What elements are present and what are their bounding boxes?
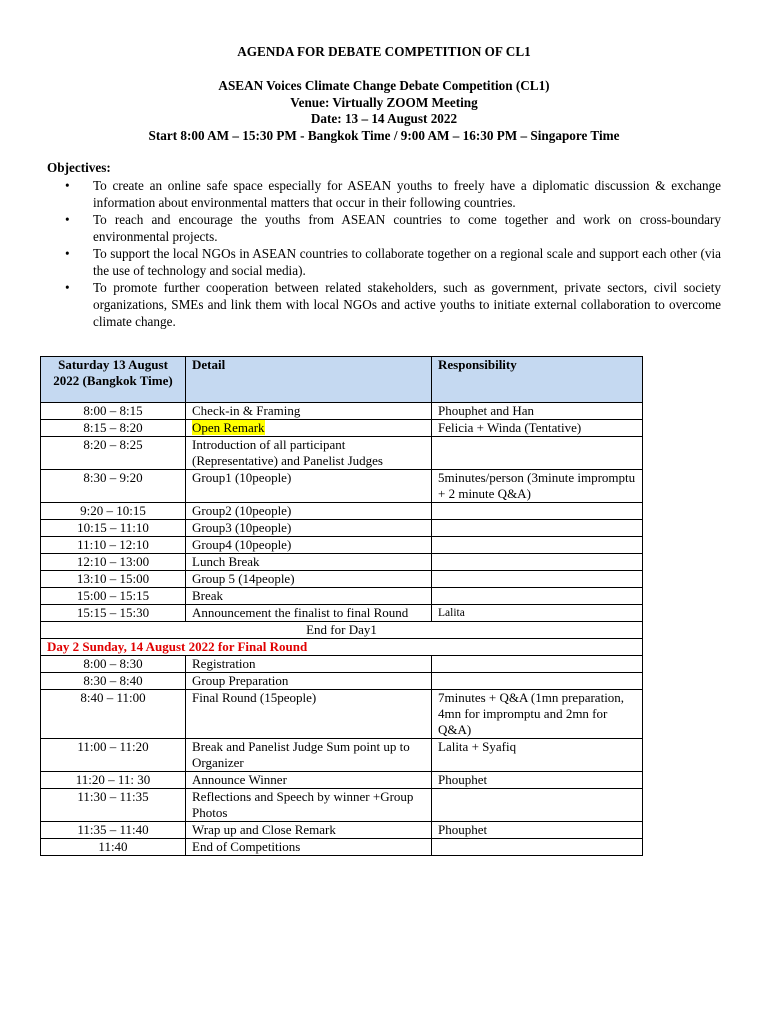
responsibility-cell	[432, 437, 643, 470]
detail-cell: Break	[186, 588, 432, 605]
header-detail: Detail	[186, 357, 432, 403]
table-row	[41, 437, 643, 470]
table-row	[41, 537, 643, 554]
table-row	[41, 739, 643, 772]
responsibility-cell: Phouphet and Han	[432, 403, 643, 420]
responsibility-cell	[432, 673, 643, 690]
responsibility-cell	[432, 503, 643, 520]
detail-cell: Group3 (10people)	[186, 520, 432, 537]
detail-cell: Lunch Break	[186, 554, 432, 571]
objective-text: To reach and encourage the youths from ASEAN countries to come together and work on cross-boundary environmental projects.	[93, 212, 721, 244]
table-row	[41, 690, 643, 739]
time-cell: 10:15 – 11:10	[41, 520, 186, 537]
agenda-table	[40, 356, 643, 856]
time-cell: 8:00 – 8:30	[41, 656, 186, 673]
table-row	[41, 656, 643, 673]
detail-cell: Announcement the finalist to final Round	[186, 605, 432, 622]
bullet-icon: •	[65, 212, 70, 227]
responsibility-cell	[432, 789, 643, 822]
venue-line: Venue: Virtually ZOOM Meeting	[290, 95, 478, 110]
objective-text: To promote further cooperation between related stakeholders, such as government, private sectors, civil society organizations, SMEs and link them with local NGOs and active youths to initiate external collaboration to overcome climate change.	[93, 280, 721, 329]
table-row	[41, 420, 643, 437]
responsibility-cell: 7minutes + Q&A (1mn preparation, 4mn for impromptu and 2mn for Q&A)	[432, 690, 643, 739]
header-day: Saturday 13 August 2022 (Bangkok Time)	[41, 357, 186, 403]
objective-text: To support the local NGOs in ASEAN countries to collaborate together on a regional scale and support each other (via the use of technology and social media).	[93, 246, 721, 278]
detail-cell: Group Preparation	[186, 673, 432, 690]
objectives-title: Objectives:	[47, 160, 111, 175]
detail-cell: Wrap up and Close Remark	[186, 822, 432, 839]
table-row	[41, 470, 643, 503]
day2-title-row	[41, 639, 643, 656]
responsibility-cell	[432, 588, 643, 605]
objectives-list	[47, 177, 721, 330]
detail-cell: Final Round (15people)	[186, 690, 432, 739]
table-row	[41, 503, 643, 520]
date-line: Date: 13 – 14 August 2022	[310, 111, 458, 126]
header-responsibility: Responsibility	[432, 357, 643, 403]
detail-cell: Group2 (10people)	[186, 503, 432, 520]
document-title: AGENDA FOR DEBATE COMPETITION OF CL1	[237, 44, 531, 59]
table-row	[41, 839, 643, 856]
responsibility-cell: Lalita	[432, 605, 643, 622]
table-row	[41, 554, 643, 571]
time-cell: 13:10 – 15:00	[41, 571, 186, 588]
event-name: ASEAN Voices Climate Change Debate Competition (CL1)	[218, 78, 550, 93]
end-day1-label: End for Day1	[41, 622, 643, 639]
end-day1-row	[41, 622, 643, 639]
table-row	[41, 588, 643, 605]
detail-cell: Group1 (10people)	[186, 470, 432, 503]
detail-cell: Group 5 (14people)	[186, 571, 432, 588]
responsibility-cell: Phouphet	[432, 822, 643, 839]
responsibility-cell: Phouphet	[432, 772, 643, 789]
bullet-icon: •	[65, 280, 70, 295]
time-cell: 8:15 – 8:20	[41, 420, 186, 437]
detail-cell: Introduction of all participant (Representative) and Panelist Judges	[186, 437, 432, 470]
time-cell: 9:20 – 10:15	[41, 503, 186, 520]
bullet-icon: •	[65, 246, 70, 261]
table-header-row	[41, 357, 643, 403]
responsibility-cell: Felicia + Winda (Tentative)	[432, 420, 643, 437]
time-cell: 11:00 – 11:20	[41, 739, 186, 772]
table-row	[41, 571, 643, 588]
time-cell: 12:10 – 13:00	[41, 554, 186, 571]
time-cell: 8:00 – 8:15	[41, 403, 186, 420]
objective-item	[47, 211, 721, 245]
time-cell: 8:30 – 9:20	[41, 470, 186, 503]
responsibility-cell	[432, 571, 643, 588]
detail-cell: Reflections and Speech by winner +Group Photos	[186, 789, 432, 822]
table-row	[41, 789, 643, 822]
time-cell: 11:35 – 11:40	[41, 822, 186, 839]
time-cell: 8:30 – 8:40	[41, 673, 186, 690]
objective-text: To create an online safe space especially for ASEAN youths to freely have a diplomatic discussion & exchange information about environmental matters that occur in their following countries.	[93, 178, 721, 210]
responsibility-cell	[432, 656, 643, 673]
table-row	[41, 520, 643, 537]
objective-item	[47, 177, 721, 211]
time-line: Start 8:00 AM – 15:30 PM - Bangkok Time / 9:00 AM – 16:30 PM – Singapore Time	[148, 128, 620, 143]
table-row	[41, 403, 643, 420]
detail-cell: Announce Winner	[186, 772, 432, 789]
time-cell: 8:40 – 11:00	[41, 690, 186, 739]
day2-title: Day 2 Sunday, 14 August 2022 for Final Round	[41, 639, 643, 656]
table-row	[41, 673, 643, 690]
detail-cell	[186, 420, 432, 437]
detail-cell: End of Competitions	[186, 839, 432, 856]
detail-cell: Break and Panelist Judge Sum point up to Organizer	[186, 739, 432, 772]
detail-cell: Registration	[186, 656, 432, 673]
responsibility-cell	[432, 554, 643, 571]
table-row	[41, 772, 643, 789]
time-cell: 11:40	[41, 839, 186, 856]
responsibility-cell	[432, 839, 643, 856]
responsibility-cell: 5minutes/person (3minute impromptu + 2 minute Q&A)	[432, 470, 643, 503]
bullet-icon: •	[65, 178, 70, 193]
time-cell: 11:10 – 12:10	[41, 537, 186, 554]
time-cell: 15:15 – 15:30	[41, 605, 186, 622]
time-cell: 15:00 – 15:15	[41, 588, 186, 605]
responsibility-cell	[432, 520, 643, 537]
detail-cell: Check-in & Framing	[186, 403, 432, 420]
time-cell: 11:30 – 11:35	[41, 789, 186, 822]
highlighted-text: Open Remark	[192, 420, 265, 435]
objective-item	[47, 279, 721, 330]
table-row	[41, 605, 643, 622]
responsibility-cell: Lalita + Syafiq	[432, 739, 643, 772]
responsibility-cell	[432, 537, 643, 554]
objective-item	[47, 245, 721, 279]
table-row	[41, 822, 643, 839]
detail-cell: Group4 (10people)	[186, 537, 432, 554]
time-cell: 8:20 – 8:25	[41, 437, 186, 470]
time-cell: 11:20 – 11: 30	[41, 772, 186, 789]
